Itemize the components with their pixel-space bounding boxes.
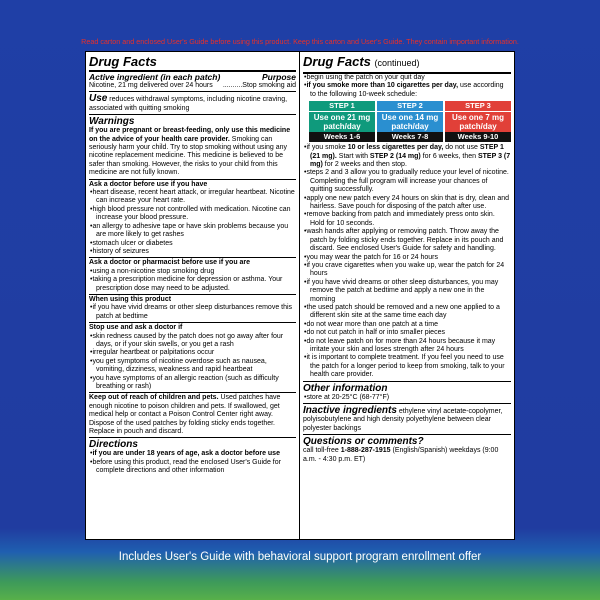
questions-text	[303, 447, 511, 464]
use-title: Use	[89, 93, 108, 105]
inactive-title: Inactive ingredients	[303, 405, 397, 416]
step-dose: Use one 14 mg patch/day	[381, 113, 439, 132]
step-weeks: Weeks 9-10	[445, 132, 511, 142]
list-item: • if you crave cigarettes when you wake up, wear the patch for 24 hours	[303, 262, 511, 279]
list-item	[303, 144, 511, 169]
pregnancy-bold: If you are pregnant or breast-feeding, only use this medicine on the advice of your health care provider.	[89, 127, 291, 143]
questions-pre: call toll-free	[303, 447, 341, 455]
less-bold: STEP 3 (7 mg)	[310, 152, 511, 169]
directions-more-list	[303, 144, 511, 379]
list-item: • taking a prescription medicine for depression or asthma. Your prescription dose may need to be adjusted.	[89, 276, 296, 293]
stop-use-list	[89, 333, 296, 392]
step-weeks: Weeks 7-8	[377, 132, 443, 142]
step-weeks: Weeks 1-6	[309, 132, 375, 142]
less-text: if you smoke	[306, 144, 348, 152]
stop-use-section	[89, 322, 296, 391]
ask-doctor-title: Ask a doctor before use if you have	[89, 180, 208, 188]
list-item: • high blood pressure not controlled with medication. Nicotine can increase your blood pressure.	[89, 206, 296, 223]
list-item: • wash hands after applying or removing patch. Throw away the patch by folding sticky ends together. Replace in its pouch and discard. See enclosed User's Guide for safety and handling.	[303, 228, 511, 253]
other-info-section	[303, 381, 511, 402]
use-section	[89, 91, 296, 113]
list-item: • do not leave patch on for more than 24 hours because it may irritate your skin and loses strength after 24 hours	[303, 338, 511, 355]
step-label: STEP 2	[377, 101, 443, 112]
keep-out-text: Used patches have enough nicotine to poison children and pets. If swallowed, get medical help or contact a Poison Control Center right away. Dispose of the used patches by folding sticky ends together. Replace in pouch and discard.	[89, 394, 281, 436]
questions-title: Questions or comments?	[303, 436, 424, 448]
less-text: for 2 weeks and then stop.	[322, 161, 407, 169]
ask-pharmacist-section	[89, 257, 296, 293]
list-item: • it is important to complete treatment. If you feel you need to use the patch for a longer period to keep from smoking, talk to your health care provider.	[303, 354, 511, 379]
ask-doctor-section	[89, 179, 296, 257]
inactive-section	[303, 403, 511, 433]
list-item: • heart disease, recent heart attack, or irregular heartbeat. Nicotine can increase your heart rate.	[89, 189, 296, 206]
list-item: • remove backing from patch and immediately press onto skin. Hold for 10 seconds.	[303, 211, 511, 228]
pregnancy-text: Smoking can seriously harm your child. Try to stop smoking without using any nicotine replacement medicine. This medicine is believed to be safer than smoking. However, the risks to your child from this medicine are not fully known.	[89, 135, 288, 177]
list-item: • you may wear the patch for 16 or 24 hours	[303, 254, 511, 262]
list-item: • apply one new patch every 24 hours on skin that is dry, clean and hairless. Save pouch for disposing of the patch after use.	[303, 195, 511, 212]
list-item: • history of seizures	[89, 248, 296, 256]
step-1-box	[309, 101, 375, 142]
questions-post: (English/Spanish) weekdays (9:00 a.m. - 4:30 p.m. ET)	[303, 447, 499, 463]
list-item: • stomach ulcer or diabetes	[89, 240, 296, 248]
list-item: • an allergy to adhesive tape or have skin problems because you are more likely to get rashes	[89, 223, 296, 240]
when-using-title: When using this product	[89, 295, 172, 303]
step-3-box	[445, 101, 511, 142]
less-bold: STEP 1 (21 mg).	[310, 144, 504, 160]
list-item: • begin using the patch on your quit day	[303, 74, 511, 82]
more-than-10-text: use according to the following 10-week schedule:	[310, 82, 504, 98]
purpose-label: Purpose	[261, 72, 296, 82]
less-text: Start with	[336, 152, 370, 160]
ask-doctor-list	[89, 189, 296, 256]
directions-list	[89, 450, 296, 475]
list-item	[89, 450, 296, 458]
directions-title: Directions	[89, 439, 138, 451]
ask-pharmacist-list	[89, 268, 296, 293]
active-ingredient-row	[89, 82, 296, 90]
directions-continued-list	[303, 74, 511, 99]
right-column	[300, 52, 514, 539]
warnings-section	[89, 114, 296, 177]
step-dose: Use one 7 mg patch/day	[451, 113, 504, 132]
step-dose: Use one 21 mg patch/day	[313, 113, 371, 132]
less-bold: STEP 2 (14 mg)	[369, 152, 421, 160]
list-item: • irregular heartbeat or palpitations occur	[89, 349, 296, 357]
top-notice: Read carton and enclosed User's Guide before using this product. Keep this carton and User's Guide. They contain important information.	[81, 37, 519, 46]
inactive-text: ethylene vinyl acetate-copolymer, polyisobutylene and high density polyethylene between clear polyester backings	[303, 408, 503, 432]
when-using-section	[89, 294, 296, 321]
pregnancy-warning	[89, 127, 296, 177]
step-2-box	[377, 101, 443, 142]
questions-phone: 1-888-287-1915	[340, 447, 391, 455]
directions-item-bold: if you are under 18 years of age, ask a doctor before use	[92, 450, 280, 458]
step-schedule	[309, 101, 511, 142]
other-info-title: Other information	[303, 382, 388, 394]
keep-out-bold: Keep out of reach of children and pets.	[89, 394, 219, 402]
list-item: • if you have vivid dreams or other sleep disturbances, you may remove the patch at bedtime and apply a new one in the morning	[303, 279, 511, 304]
other-info-list	[303, 394, 511, 402]
warnings-title: Warnings	[89, 116, 135, 128]
purpose-value: ..........Stop smoking aid	[222, 82, 296, 89]
less-bold: 10 or less cigarettes per day,	[347, 144, 444, 152]
list-item: • store at 20-25°C (68-77°F)	[303, 394, 511, 402]
when-using-list	[89, 304, 296, 321]
list-item: • do not cut patch in half or into smaller pieces	[303, 329, 511, 337]
drug-facts-continued-title	[303, 54, 511, 74]
list-item: • using a non-nicotine stop smoking drug	[89, 268, 296, 276]
keep-out-section	[89, 392, 296, 436]
list-item: • steps 2 and 3 allow you to gradually reduce your level of nicotine. Completing the full program will increase your chances of quitting successfully.	[303, 169, 511, 194]
ask-pharmacist-title: Ask a doctor or pharmacist before use if you are	[89, 259, 251, 267]
continued-label: (continued)	[374, 58, 420, 68]
continued-title-text: Drug Facts	[303, 54, 371, 69]
step-label: STEP 1	[309, 101, 375, 112]
active-ingredient-value: Nicotine, 21 mg delivered over 24 hours	[89, 82, 213, 89]
more-than-10-bold: if you smoke more than 10 cigarettes per day,	[306, 82, 459, 90]
drug-facts-panel	[85, 51, 515, 540]
less-text: for 6 weeks, then	[420, 152, 478, 160]
list-item: • you have symptoms of an allergic reaction (such as difficulty breathing or rash)	[89, 375, 296, 392]
list-item: • you get symptoms of nicotine overdose such as nausea, vomiting, dizziness, weakness and rapid heartbeat	[89, 358, 296, 375]
list-item: • the used patch should be removed and a new one applied to a different skin site at the same time each day	[303, 304, 511, 321]
list-item: • before using this product, read the enclosed User's Guide for complete directions and other information	[89, 459, 296, 476]
use-text: reduces withdrawal symptoms, including nicotine craving, associated with quitting smoking	[89, 96, 288, 112]
active-ingredient-label: Active ingredient (in each patch)	[89, 72, 221, 82]
stop-use-title: Stop use and ask a doctor if	[89, 324, 183, 332]
active-ingredient-header	[89, 72, 296, 82]
questions-section	[303, 434, 511, 464]
drug-facts-title: Drug Facts	[89, 54, 296, 72]
list-item: • skin redness caused by the patch does not go away after four days, or if your skin swells, or you get a rash	[89, 333, 296, 350]
directions-section	[89, 437, 296, 475]
less-text: do not use	[443, 144, 480, 152]
list-item: • do not wear more than one patch at a time	[303, 321, 511, 329]
footer-offer: Includes User's Guide with behavioral support program enrollment offer	[118, 551, 482, 563]
list-item: • if you have vivid dreams or other sleep disturbances remove this patch at bedtime	[89, 304, 296, 321]
list-item	[303, 82, 511, 99]
step-label: STEP 3	[445, 101, 511, 112]
left-column	[86, 52, 300, 539]
